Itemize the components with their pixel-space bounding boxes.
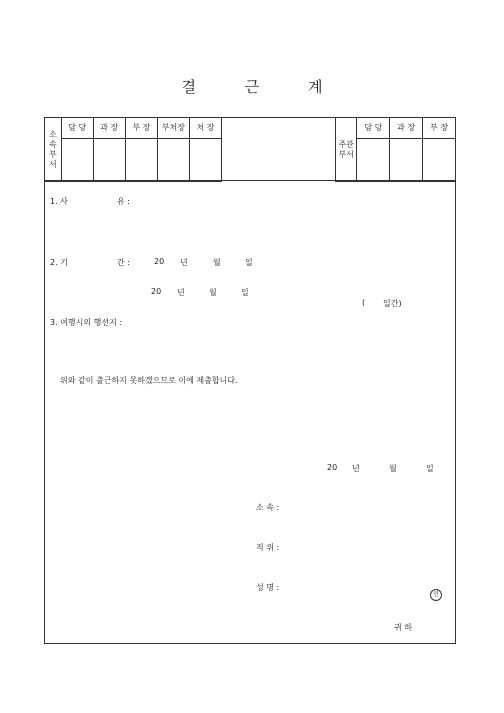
- approval-right-sign-box[interactable]: [423, 139, 456, 182]
- approval-right-header: 과 장: [390, 118, 423, 139]
- addressee: 귀 하: [394, 623, 412, 632]
- approval-right-sign-box[interactable]: [357, 139, 390, 182]
- affiliation-label: 소 속 :: [256, 503, 280, 512]
- approval-left-side-label: 소 속 부 서: [45, 118, 62, 182]
- approval-right-header: 부 장: [423, 118, 456, 139]
- approval-right-side-label: 주관 부서: [336, 118, 357, 182]
- approval-left-header: 부 장: [125, 118, 157, 139]
- approval-left-sign-box[interactable]: [93, 139, 125, 182]
- approval-left-header: 처 장: [189, 118, 221, 139]
- title-char-3: 계: [308, 78, 323, 96]
- period-start-year: 20: [154, 257, 165, 266]
- period-start-day-unit: 일: [245, 258, 253, 267]
- approval-right-sign-box[interactable]: [390, 139, 423, 182]
- document-title: [0, 76, 504, 97]
- period-colon: 간 :: [117, 258, 130, 267]
- approval-left-sign-box[interactable]: [125, 139, 157, 182]
- approval-right-header: 담 당: [357, 118, 390, 139]
- approval-left-header: 과 장: [93, 118, 125, 139]
- name-label: 성 명 :: [256, 583, 280, 592]
- approval-left-sign-box[interactable]: [157, 139, 189, 182]
- submit-date-month-unit: 월: [389, 464, 397, 473]
- position-label: 직 위 :: [256, 543, 280, 552]
- period-end-year-unit: 년: [177, 288, 185, 297]
- period-start-month-unit: 월: [213, 258, 221, 267]
- approval-table-left: [44, 117, 222, 182]
- submit-date-year-unit: 년: [352, 464, 360, 473]
- destination-label: 3. 여행시의 행선지 :: [50, 318, 123, 327]
- reason-label: 1. 사: [50, 197, 68, 206]
- period-days-open: (: [362, 298, 366, 307]
- approval-left-header: 담 당: [61, 118, 93, 139]
- period-label: 2. 기: [50, 258, 68, 267]
- statement-text: 위와 같이 출근하지 못하겠으므로 이에 제출합니다.: [60, 376, 238, 385]
- period-start-year-unit: 년: [180, 258, 188, 267]
- seal-mark: 인: [430, 589, 442, 601]
- submit-date-year: 20: [327, 463, 338, 472]
- approval-table-right: [335, 117, 456, 182]
- title-char-1: 결: [181, 78, 196, 96]
- reason-colon: 유 :: [117, 197, 130, 206]
- approval-left-sign-box[interactable]: [61, 139, 93, 182]
- approval-left-sign-box[interactable]: [189, 139, 221, 182]
- period-end-month-unit: 월: [209, 288, 217, 297]
- period-days-close: 일간): [383, 299, 402, 308]
- submit-date-day-unit: 일: [426, 464, 434, 473]
- title-char-2: 근: [244, 78, 260, 96]
- approval-left-header: 부처장: [157, 118, 189, 139]
- period-end-year: 20: [151, 287, 162, 296]
- period-end-day-unit: 일: [241, 288, 249, 297]
- seal-icon: [430, 581, 442, 601]
